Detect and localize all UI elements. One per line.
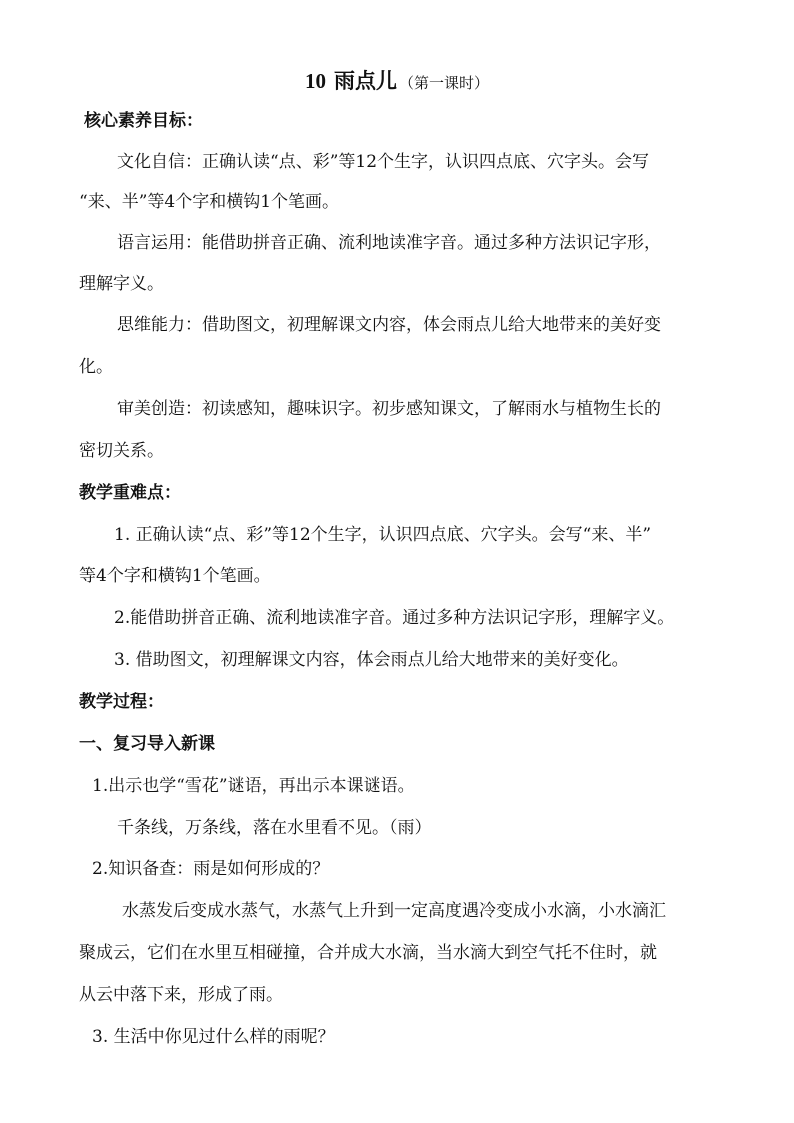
section-1-step-1: 1.出示也学“雪花”谜语，再出示本课谜语。 <box>92 776 415 796</box>
goal-language-line2: 理解字义。 <box>79 274 164 294</box>
goal-thinking-line2: 化。 <box>79 357 113 377</box>
rain-explanation-line1: 水蒸发后变成水蒸气，水蒸气上升到一定高度遇冷变成小水滴，小水滴汇 <box>122 901 666 921</box>
goal-confidence-line2: “来、半”等4个字和横钩1个笔画。 <box>79 192 340 212</box>
lesson-number: 10 <box>304 69 326 93</box>
key-points-heading: 教学重难点： <box>79 483 181 503</box>
section-1-step-2: 2.知识备查：雨是如何形成的？ <box>92 859 330 879</box>
goal-thinking-line1: 思维能力：借助图文，初理解课文内容，体会雨点儿给大地带来的美好变 <box>117 315 661 335</box>
goal-aesthetic-line1: 审美创造：初读感知，趣味识字。初步感知课文，了解雨水与植物生长的 <box>117 399 661 419</box>
goal-aesthetic-line2: 密切关系。 <box>79 441 164 461</box>
section-1-step-3: 3. 生活中你见过什么样的雨呢？ <box>92 1027 335 1047</box>
key-point-1-line1: 1. 正确认读“点、彩”等12个生字，认识四点底、穴字头。会写“来、半” <box>114 525 652 545</box>
lesson-title <box>0 66 794 98</box>
core-goals-heading: 核心素养目标： <box>84 111 203 131</box>
section-1-riddle: 千条线，万条线，落在水里看不见。（雨） <box>117 818 432 838</box>
rain-explanation-line3: 从云中落下来，形成了雨。 <box>79 985 283 1005</box>
section-1-heading: 一、复习导入新课 <box>79 734 215 754</box>
goal-confidence-line1: 文化自信：正确认读“点、彩”等12个生字，认识四点底、穴字头。会写 <box>117 152 650 172</box>
process-heading: 教学过程： <box>79 692 164 712</box>
goal-language-line1: 语言运用：能借助拼音正确、流利地读准字音。通过多种方法识记字形， <box>117 233 661 253</box>
lesson-session: （第一课时） <box>398 74 489 92</box>
lesson-name: 雨点儿 <box>333 69 397 93</box>
key-point-1-line2: 等4个字和横钩1个笔画。 <box>79 566 271 586</box>
rain-explanation-line2: 聚成云，它们在水里互相碰撞，合并成大水滴，当水滴大到空气托不住时，就 <box>79 943 657 963</box>
key-point-2: 2.能借助拼音正确、流利地读准字音。通过多种方法识记字形，理解字义。 <box>114 608 675 628</box>
key-point-3: 3. 借助图文，初理解课文内容，体会雨点儿给大地带来的美好变化。 <box>114 650 629 670</box>
